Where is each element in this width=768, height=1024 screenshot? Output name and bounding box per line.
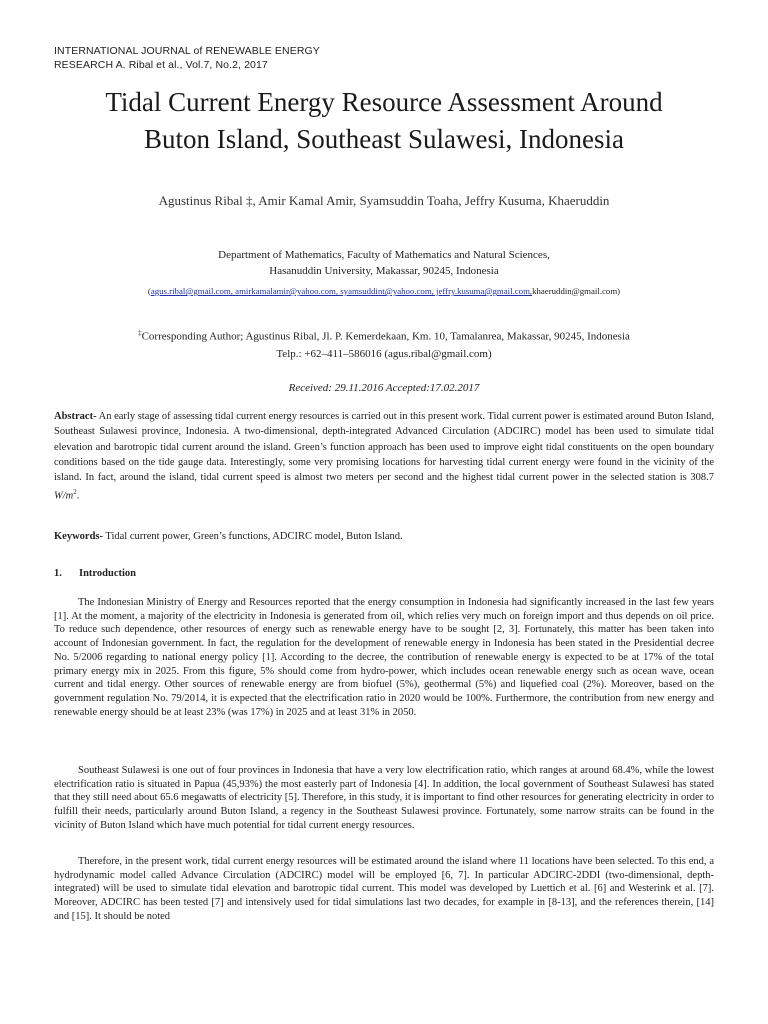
email-links[interactable]: agus.ribal@gmail.com, amirkamalamir@yahoo.com, syamsuddint@yahoo.com, jeffry.kusuma@gmail.com, (150, 286, 533, 296)
abstract (54, 409, 714, 504)
journal-name: INTERNATIONAL JOURNAL of RENEWABLE ENERGY (54, 45, 320, 57)
affiliation-line-1: Department of Mathematics, Faculty of Mathematics and Natural Sciences, (218, 249, 550, 261)
title-line-2: Buton Island, Southeast Sulawesi, Indonesia (144, 124, 624, 154)
keywords-text: Tidal current power, Green’s functions, ADCIRC model, Buton Island. (103, 531, 403, 542)
body-paragraph: Southeast Sulawesi is one out of four provinces in Indonesia that have a very low electrification ratio, which ranges at around 68.4%, while the lowest electrification ratio is situated in Papua (45,93%) the most easterly part of Indonesia [4]. In addition, the local government of Southeast Sulawesi has stated that they still need about 65.6 megawatts of electricity [5]. Therefore, in this study, it is important to find other resources for generating electricity in order to fulfill their needs, particularly around Buton Island, a regency in the Southeast Sulawesi province. Fortunately, some narrow straits can be found in the vicinity of Buton Island which have much potential for tidal current energy resources. (54, 765, 714, 831)
section-number: 1. (54, 568, 62, 579)
corresponding-address: Corresponding Author; Agustinus Ribal, Jl. P. Kemerdekaan, Km. 10, Tamalanrea, Makassar, 90245, Indonesia (141, 330, 630, 343)
journal-citation: RESEARCH A. Ribal et al., Vol.7, No.2, 2017 (54, 59, 268, 71)
journal-header (54, 44, 320, 72)
abstract-unit-exponent: 2 (73, 488, 77, 497)
abstract-label: Abstract- (54, 411, 97, 422)
section-title: Introduction (79, 568, 136, 579)
author-list: Agustinus Ribal ‡, Amir Kamal Amir, Syamsuddin Toaha, Jeffry Kusuma, Khaeruddin (158, 193, 610, 208)
section-heading (54, 568, 136, 579)
keywords (54, 531, 714, 542)
affiliation-line-2: Hasanuddin University, Makassar, 90245, Indonesia (269, 265, 499, 277)
emails-open-paren: ( (147, 286, 151, 296)
keywords-label: Keywords- (54, 531, 103, 542)
email-plain: khaeruddin@gmail.com) (532, 286, 621, 296)
corresponding-author (40, 325, 728, 363)
corresponding-phone: Telp.: +62–411–586016 (agus.ribal@gmail.com) (276, 347, 492, 360)
title-line-1: Tidal Current Energy Resource Assessment Around (105, 87, 663, 117)
abstract-end: . (76, 490, 80, 502)
body-paragraph: Therefore, in the present work, tidal current energy resources will be estimated around the island where 11 locations have been selected. To this end, a hydrodynamic model called Advance Circulation (ADCIRC) model will be employed [6, 7]. In particular ADCIRC-2DDI (two-dimensional, depth-integrated) will be used to simulate tidal elevation and barotropic tidal current. This model was developed by Luettich et al. [6] and Westerink et al. [7]. Moreover, ADCIRC has been tested [7] and intensively used for tidal simulations last two decades, for example in [8-13], and the references therein, [14] and [15]. It should be noted (54, 856, 714, 922)
abstract-text: An early stage of assessing tidal current energy resources is carried out in this present work. Tidal current power is estimated around Buton Island, Southeast Sulawesi province, Indonesia. A two-dimensional, depth-integrated Advanced Circulation (ADCIRC) model has been used to simulate tidal elevation and barotropic tidal current around the island. Green’s function approach has been used to improve eight tidal constituents on the open boundary conditions based on the tide gauge data. Interestingly, some very promising locations for harvesting tidal current energy were found in the vicinity of the island. In fact, around the island, tidal current speed is almost two meters per second and the highest tidal current power in the selected station is 308.7 (54, 411, 714, 484)
corresponding-mark: ‡ (138, 329, 142, 337)
affiliation (40, 247, 728, 279)
abstract-unit: W/m (54, 490, 74, 502)
received-dates: Received: 29.11.2016 Accepted:17.02.2017 (288, 382, 480, 394)
body-paragraph: The Indonesian Ministry of Energy and Resources reported that the energy consumption in Indonesia had significantly increased in the last few years [1]. At the moment, a majority of the electricity in Indonesia is generated from oil, which relies very much on foreign import and thus depends on oil price. To reduce such dependence, other resources of energy such as renewable energy have to be sought [2, 3]. Fortunately, this matter has been taken into account of Indonesian government. In fact, the regulation for the development of renewable energy in Indonesia has been stated in the Presidential decree No. 5/2006 regarding to national energy policy [1]. According to the decree, the contribution of renewable energy is expected to be at 17% of the total primary energy mix in 2025. From this figure, 5% should come from hydro-power, which includes ocean renewable energy such as ocean wave, ocean current and tidal energy. Other sources of renewable energy are from biofuel (5%), geothermal (5%) and liquefied coal (2%). Moreover, based on the government regulation No. 79/2014, it is expected that the electrification ratio in 2020 would be 100%. Furthermore, the contribution from new energy and renewable energy should be at least 23% (was 17%) in 2025 and at least 31% in 2050. (54, 597, 714, 718)
author-emails (30, 286, 738, 296)
paper-title (40, 84, 728, 158)
